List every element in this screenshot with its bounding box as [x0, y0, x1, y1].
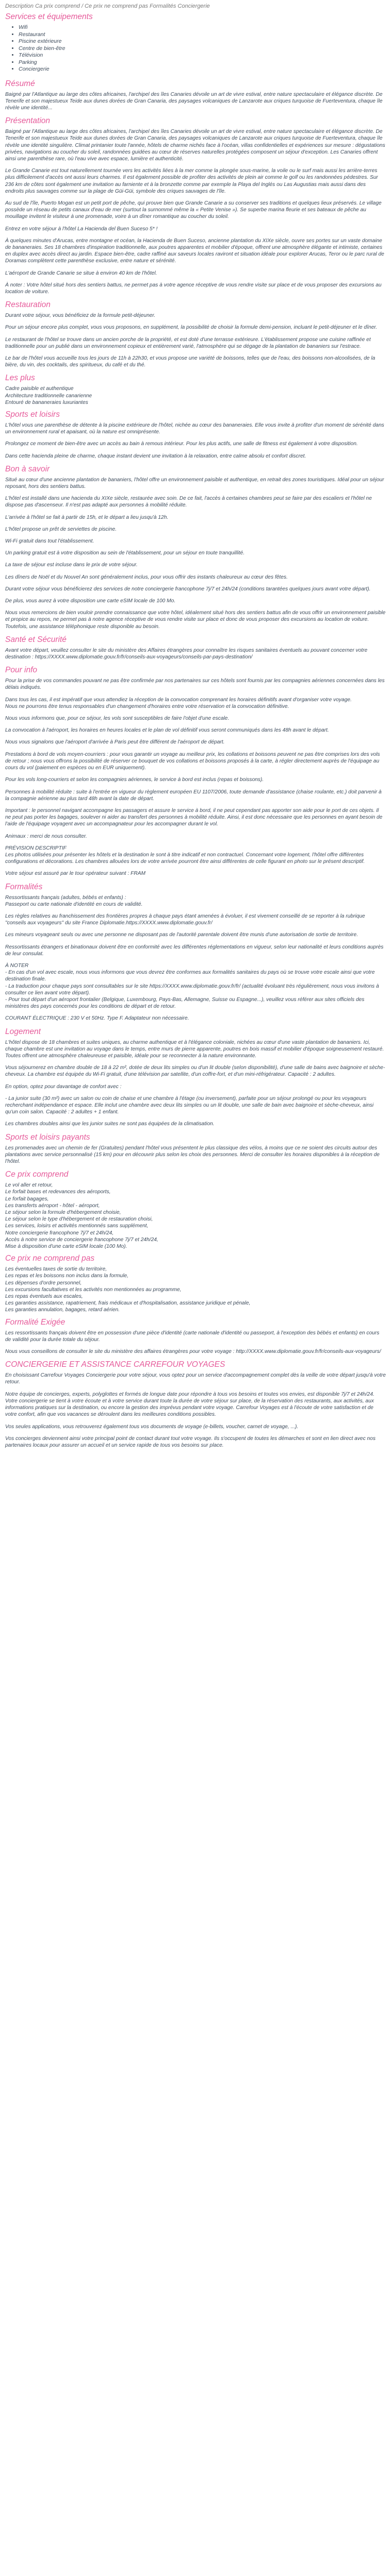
sports-title: Sports et loisirs — [5, 410, 60, 419]
formalites-paragraph: COURANT ÉLECTRIQUE : 230 V et 50Hz. Type F. Adaptateur non nécessaire. — [5, 1015, 189, 1022]
prix-ne-comprend-item: Les garanties assistance, rapatriement, frais médicaux et d'hospitalisation, assistance juridique et pénale, — [5, 1300, 251, 1307]
pour-info-paragraph: PRÉVISION DESCRIPTIF — [5, 845, 67, 851]
logement-paragraph: L'hôtel dispose de 18 chambres et suites uniques, au charme authentique et à l'élégance coloniale, nichées au cœur d'une vaste plantation de bananiers. Ici, chaque chambre est une invitation au voyage dans le temps, entre murs de pierre apparente, poutres en bois massif et mobilier d'époque soigneusement restauré. Toutes offrent une atmosphère chaleureuse et paisible, idéale pour se reconnecter à la nature environnante. — [5, 1039, 384, 1059]
bon-savoir-paragraph: Nous vous remercions de bien vouloir prendre connaissance que votre hôtel, idéalement situé hors des sentiers battus afin de vous offrir un environnement paisible et propice au repos, ne permet pas à notre agence réceptive de vous rendre visite sur place et donc de vous proposer des excursions au location de voiture. Toutefois, une assistance téléphonique reste disponible au besoin. — [5, 610, 386, 630]
service-item: • Conciergerie — [19, 66, 386, 73]
prix-comprend-item: Les transferts aéroport - hôtel - aéroport, — [5, 1202, 100, 1209]
logement-paragraph: - La junior suite (30 m²) avec un salon ou coin de chaise et une chambre à l'étage (ou inversement), parfaite pour un séjour prolongé ou pour les voyageurs recherchant indépendance et espace. Elle inclut une chambre avec deux lits simples ou un lit double, une salle de bain avec baignoire et sèche-cheveux, ainsi qu'un coin salon. Capacité : 2 adultes + 1 enfant. — [5, 1095, 374, 1115]
prix-comprend-item: Le forfait bagages, — [5, 1196, 49, 1202]
formalites-paragraph: - Pour tout départ d'un aéroport frontalier (Belgique, Luxembourg, Pays-Bas, Allemagne, Suisse ou Espagne...), veuillez vous référer aux sites officiels des ministères des pays concernés pour les conditions de départ et de retour. — [5, 996, 365, 1010]
formalites-paragraph: À NOTER — [5, 962, 29, 969]
plus-item: Entouré de bananeraies luxuriantes — [5, 399, 88, 405]
logement-paragraph: Les chambres doubles ainsi que les junior suites ne sont pas équipées de la climatisation. — [5, 1121, 215, 1127]
sante-title: Santé et Sécurité — [5, 635, 67, 644]
restauration-title: Restauration — [5, 300, 51, 310]
bon-savoir-paragraph: Wi-Fi gratuit dans tout l'établissement. — [5, 538, 94, 545]
presentation-paragraph: Baigné par l'Atlantique au large des côtes africaines, l'archipel des îles Canaries dévoile un art de vivre estival, entre nature spectaculaire et élégance discrète. De Tenerife et son majestueux Teide aux dunes dorées de Gran Canaria, des paysages volcaniques de Lanzarote aux criques turquoise de Fuerteventura, chaque île révèle une identité singulière. Climat printanier toute l'année, hôtels de charme nichés face à l'océan, villas confidentielles et expériences sur mesure : dégustations privées, navigations au coucher du soleil, randonnées guidées au cœur de réserves naturelles protégées composent un séjour d'exception. Les Canaries offrent ainsi une parenthèse rare, où l'eau vive avec espace, lumière et authenticité. — [5, 129, 385, 162]
formalite-exigee-title: Formalité Exigée — [5, 1317, 66, 1327]
pour-info-paragraph: Pour les vols long-courriers et selon les compagnies aériennes, le service à bord est inclus (repas et boissons). — [5, 777, 264, 783]
prix-comprend-item: Le séjour selon le type d'hébergement et de restauration choisi, — [5, 1216, 153, 1223]
service-item: • Parking — [19, 59, 386, 66]
bon-savoir-paragraph: L'hôtel propose un prêt de serviettes de piscine. — [5, 526, 117, 532]
prix-ne-comprend-list — [5, 1266, 386, 1313]
prix-ne-comprend-item: Les dépenses d'ordre personnel, — [5, 1280, 82, 1286]
prix-ne-comprend-item: Les garanties annulation, bagages, retard aérien. — [5, 1307, 120, 1313]
plus-item: Architecture traditionnelle canarienne — [5, 393, 92, 399]
prix-comprend-item: Le vol aller et retour, — [5, 1182, 53, 1189]
formalites-paragraph: Passeport ou carte nationale d'identité en cours de validité. — [5, 901, 143, 907]
bon-savoir-paragraph: L'arrivée à l'hôtel se fait à partir de 15h, et le départ a lieu jusqu'à 12h. — [5, 514, 169, 520]
plus-title: Les plus — [5, 374, 35, 383]
prix-ne-comprend-item: Les excursions facultatives et les activités non mentionnées au programme, — [5, 1286, 182, 1293]
pour-info-paragraph: Prestations à bord de vols moyen-courriers : pour vous garantir un voyage au meilleur prix, les collations et boissons peuvent ne pas être comprises lors des vols de retour ; nous vous offrons la possibilité de réserver ce bouquet de vos collations et boissons proposés à la carte, à régler directement auprès de l'équipage au cours du vol (paiement en espèces ou en EUR uniquement). — [5, 751, 380, 771]
prix-comprend-item: Notre conciergerie francophone 7j/7 et 24h/24, — [5, 1230, 114, 1236]
prix-ne-comprend-item: Les repas et les boissons non inclus dans la formule, — [5, 1273, 128, 1279]
restauration-paragraph: Pour un séjour encore plus complet, vous vous proposons, en supplément, la possibilité de choisir la formule demi-pension, incluant le petit-déjeuner et le dîner. — [5, 325, 378, 331]
formalites-paragraph: Ressortissants étrangers et binationaux doivent être en conformité avec les différentes réglementations en vigueur, selon leur nationalité et leurs conditions auprès de leur consulat. — [5, 944, 384, 957]
restauration-paragraph: Le bar de l'hôtel vous accueille tous les jours de 11h à 22h30, et vous propose une variété de boissons, telles que de l'eau, des boissons non-alcoolisées, de la bière, du vin, des cocktails, des spiritueux, du café et du thé. — [5, 355, 376, 368]
plus-item: Cadre paisible et authentique — [5, 386, 74, 392]
service-item: • Télévision — [19, 52, 386, 59]
bon-savoir-paragraph: Les dîners de Noël et du Nouvel An sont généralement inclus, pour vous offrir des instants chaleureux au cœur des fêtes. — [5, 574, 288, 580]
presentation-paragraph: L'aéroport de Grande Canarie se situe à environ 40 km de l'hôtel. — [5, 270, 157, 276]
formalite-exigee-paragraph: Nous vous conseillons de consulter le site du ministère des affaires étrangères pour votre voyage : http://XXXX.www.diplomatie.gouv.fr/fr/conseils-aux-voyageurs/ — [5, 1349, 381, 1355]
service-item: • Wifi — [19, 24, 386, 31]
formalites-paragraph: - En cas d'un vol avec escale, nous vous informons que vous devrez être conformes aux formalités sanitaires du pays où se trouve votre escale ainsi que votre destination finale. — [5, 970, 375, 982]
prix-comprend-list — [5, 1182, 386, 1250]
prix-comprend-title: Ce prix comprend — [5, 1170, 69, 1179]
pour-info-paragraph: Personnes à mobilité réduite : suite à l'entrée en vigueur du règlement européen EU 1107/2006, toute demande d'assistance (chaise roulante, etc.) doit parvenir à la compagnie aérienne au plus tard 48h avant la date de départ. — [5, 789, 382, 802]
presentation-paragraph: À noter : Votre hôtel situé hors des sentiers battus, ne permet pas à votre agence réceptive de vous rendre visite sur place et de vous proposer des excursions au location de voiture. — [5, 282, 382, 295]
sports-payants-title: Sports et loisirs payants — [5, 1132, 90, 1142]
sports-paragraph: L'hôtel vous une parenthèse de détente à la piscine extérieure de l'hôtel, nichée au cœur des bananeraies. Elle vous invite à profiter d'un moment de sérénité dans un environnement rural et apaisant, où la nature est omniprésente. — [5, 422, 384, 435]
sports-payants-text: Les promenades avec un chemin de fer (Gratuites) pendant l'hôtel vous présentent le plus classique des vélos, à moins que ce ne soient des circuits autour des plantations avec service personnalisé (15 km) pour en découvrir plus selon les choix des personnes. Merci de consulter les horaires disponibles à la réception de l'hôtel. — [5, 1145, 380, 1165]
bon-savoir-paragraph: Situé au cœur d'une ancienne plantation de bananiers, l'hôtel offre un environnement paisible et authentique, en retrait des zones touristiques. Idéal pour un séjour reposant, hors des sentiers battus. — [5, 477, 384, 490]
presentation-title: Présentation — [5, 116, 51, 126]
prix-ne-comprend-item: Les éventuelles taxes de sortie du territoire, — [5, 1266, 107, 1273]
pour-info-paragraph: Pour la prise de vos commandes pouvant ne pas être confirmée par nos partenaires sur ces hôtels sont fournis par les compagnies aériennes concernées dans les délais indiqués. — [5, 678, 385, 691]
formalites-paragraph: Ressortissants français (adultes, bébés et enfants) : — [5, 894, 126, 901]
formalites-paragraph: Les mineurs voyageant seuls ou avec une personne ne disposant pas de l'autorité parentale doivent être munis d'une autorisation de sortie de territoire. — [5, 932, 359, 938]
pour-info-paragraph: Nous vous informons que, pour ce séjour, les vols sont susceptibles de faire l'objet d'une escale. — [5, 716, 230, 722]
pour-info-paragraph: Dans tous les cas, il est impératif que vous attendiez la réception de la convocation comprenant les horaires définitifs avant d'organiser votre voyage. — [5, 697, 352, 703]
top-nav-note: Description Ca prix comprend / Ce prix ne comprend pas Formalités Conciergerie — [5, 3, 210, 9]
prix-comprend-item: Le séjour selon la formule d'hébergement choisie, — [5, 1210, 121, 1216]
bon-savoir-title: Bon à savoir — [5, 464, 50, 473]
conciergerie-paragraph: Vos concierges deviennent ainsi votre principal point de contact durant tout votre voyage. Ils s'occupent de toutes les démarches et sont en lien direct avec nos partenaires locaux pour assurer un accueil et un service rapide de tous vos besoins sur place. — [5, 1435, 376, 1448]
service-item: • Centre de bien-être — [19, 45, 386, 53]
presentation-paragraph: Le Grande Canarie est tout naturellement tournée vers les activités liées à la mer comme la plongée sous-marine, la voile ou le surf mais aussi les arrière-terres plus difficilement d'accès ont aussi leurs charmes. Il est également possible de profiter des activités de plein air comme le golf ou les randonnées pédestres. Sur 236 km de côtes sont également une invitation au farniente et à la bronzette comme par exemple la Playa del Inglés ou Las Augustias mais aussi dans des endroits plus sauvages comme sur la plage de Güi-Güi, symbole des criques sauvages de l'île. — [5, 168, 378, 194]
logement-paragraph: Vous séjournerez en chambre double de 18 à 22 m², dotée de deux lits simples ou d'un lit double (selon disponibilité), d'une salle de bains avec baignoire et sèche-cheveux. La chambre est équipée du Wi-Fi gratuit, d'une télévision par satellite, d'un coffre-fort, et d'un mini-réfrigérateur. Capacité : 2 adultes. — [5, 1065, 385, 1078]
logement-title: Logement — [5, 1027, 41, 1036]
formalite-exigee-paragraph: Les ressortissants français doivent être en possession d'une pièce d'identité (carte nationale d'identité ou passeport, à l'exception des bébés et enfants) en cours de validité pour la durée totale du séjour. — [5, 1330, 380, 1343]
prix-ne-comprend-title: Ce prix ne comprend pas — [5, 1254, 95, 1263]
sports-paragraph: Prolongez ce moment de bien-être avec un accès au bain à remous intérieur. Pour les plus actifs, une salle de fitness est également à votre disposition. — [5, 441, 358, 447]
restauration-paragraph: Le restaurant de l'hôtel se trouve dans un ancien porche de la propriété, et est doté d'une terrasse extérieure. L'établissement propose une cuisine raffinée et traditionnelle pour un publié dans un environnement copieux et entièrement varié, l'atmosphère qui se dégage de la plantation de bananiers sur l'estrace. — [5, 336, 371, 349]
prix-comprend-item: Accès à notre service de conciergerie francophone 7j/7 et 24h/24, — [5, 1236, 158, 1243]
conciergerie-title: CONCIERGERIE ET ASSISTANCE CARREFOUR VOYAGES — [5, 1360, 225, 1369]
presentation-paragraph: À quelques minutes d'Arucas, entre montagne et océan, la Hacienda de Buen Suceso, ancienne plantation du XIXe siècle, ouvre ses portes sur un vaste domaine de bananeraies. Ses 18 chambres d'inspiration traditionnelle, aux poutres apparentes et mobilier d'époque, offrent une atmosphère élégante et intimiste, certaines en duplex avec accès direct au jardin. Espace bien-être, cadre raffiné aux saveurs locales raviront et situation idéale pour explorer Arucas, Teror ou le parc rural de Doramas complètent cette parenthèse exclusive, entre nature et sérénité. — [5, 238, 384, 264]
resume-text: Baigné par l'Atlantique au large des côtes africaines, l'archipel des îles Canaries dévoile un art de vivre estival, entre nature spectaculaire et élégance discrète. De Tenerife et son majestueux Teide aux dunes dorées de Gran Canaria, des paysages volcaniques de Lanzarote aux criques turquoise de Fuerteventura, chaque île révèle une identité... — [5, 91, 383, 111]
pour-info-paragraph: Les photos utilisées pour présenter les hôtels et la destination le sont à titre indicatif et non contractuel. Concernant votre logement, l'hôtel offre différentes configurations et décorations. Les chambres allouées lors de votre arrivée pourront être ainsi différentes de celle figurant en photo sur le présent descriptif. — [5, 852, 365, 865]
service-item: • Restaurant — [19, 31, 386, 39]
resume-title: Résumé — [5, 79, 35, 88]
sports-paragraph: Dans cette hacienda pleine de charme, chaque instant devient une invitation à la relaxation, entre calme absolu et confort discret. — [5, 453, 306, 459]
restauration-paragraph: Durant votre séjour, vous bénéficiez de la formule petit-déjeuner. — [5, 313, 156, 319]
plus-list — [5, 385, 386, 406]
prix-comprend-item: Mise à disposition d'une carte eSIM locale (100 Mo). — [5, 1244, 127, 1250]
presentation-paragraph: Au sud de l'île, Puerto Mogan est un petit port de pêche, qui prouve bien que Grande Canarie a su conserver ses traditions et quelques lieux préservés. Le village possède un réseau de petits canaux d'eau de mer (surtout la surnommé même la « Petite Venise »). Se superbe marina fleurie et ses bateaux de pêche au mouillage invitent le visiteur à une promenade, voire à un dîner romantique au coucher du soleil. — [5, 200, 382, 220]
service-item: • Piscine extérieure — [19, 38, 386, 45]
pour-info-paragraph: Animaux : merci de nous consulter. — [5, 833, 87, 839]
formalites-paragraph: Les règles relatives au franchissement des frontières propres à chaque pays étant amenées à évoluer, il est vivement conseillé de se reporter à la rubrique "conseils aux voyageurs" du site France Diplomatie.https://XXXX.www.diplomatie.gouv.fr/ — [5, 913, 365, 926]
conciergerie-paragraph: Vos seules applications, vous retrouverez également tous vos documents de voyage (e-billets, voucher, carnet de voyage, ...). — [5, 1423, 299, 1430]
pour-info-paragraph: La convocation à l'aéroport, les horaires en heures locales et le plan de vol définitif vous seront communiqués dans les 48h avant le départ. — [5, 727, 329, 734]
sante-text: Avant votre départ, veuillez consulter le site du ministère des Affaires étrangères pour connaître les risques sanitaires éventuels au pouvant concerner votre destination : https://XXXX.www.diplomatie.gouv.fr/fr/conseils-aux-voyageurs/conseils-par-pays-destination/ — [5, 647, 368, 660]
bon-savoir-paragraph: De plus, vous aurez à votre disposition une carte eSIM locale de 100 Mo. — [5, 598, 176, 604]
bon-savoir-paragraph: Durant votre séjour vous bénéficierez des services de notre conciergerie francophone 7j/7 et 24h/24 (conditions tarantées quelques jours avant votre départ). — [5, 586, 371, 592]
pour-info-paragraph: Nous vous signalons que l'aéroport d'arrivée à Paris peut être différent de l'aéroport de départ. — [5, 739, 225, 745]
prix-comprend-item: Les services, loisirs et activités mentionnés sans supplément, — [5, 1223, 149, 1229]
pour-info-title: Pour info — [5, 666, 38, 675]
services-title: Services et équipements — [5, 12, 93, 21]
logement-paragraph: En option, optez pour davantage de confort avec : — [5, 1083, 122, 1090]
formalites-paragraph: - La traduction pour chaque pays sont consultables sur le site https://XXXX.www.diplomatie.gouv.fr/fr/ (actualité évoluant très régulièrement, nous vous invitons à consulter ce lien avant votre départ). — [5, 983, 379, 996]
conciergerie-paragraph: Notre équipe de concierges, experts, polyglottes et formés de longue date pour répondre à tous vos besoins et toutes vos envies, est disponible 7j/7 et 24h/24. Votre conciergerie se tient à votre écoute et à votre service durant toute la durée de votre séjour sur place, de la réservation des restaurants, aux activités, aux informations pratiques sur la destination, ou encore la gestion des imprévus pendant votre voyage. Carrefour Voyages est à l'écoute de votre satisfaction et de votre confort, afin que vos vacances se déroulent dans les meilleures conditions possibles. — [5, 1391, 374, 1418]
formalites-title: Formalités — [5, 882, 43, 891]
services-list — [5, 24, 386, 73]
bon-savoir-paragraph: L'hôtel est installé dans une hacienda du XIXe siècle, restaurée avec soin. De ce fait, l'accès à certaines chambres peut se faire par des escaliers et l'hôtel ne dispose pas d'ascenseur. Il n'est pas adapté aux personnes à mobilité réduite. — [5, 496, 372, 509]
pour-info-paragraph: Nous ne pourrons être tenus responsables d'un changement d'horaires entre votre réservation et la convocation définitive. — [5, 703, 289, 709]
pour-info-paragraph: Votre séjour est assuré par le tour opérateur suivant : FRAM — [5, 871, 145, 877]
pour-info-paragraph: Important : le personnel navigant accompagne les passagers et assure le service à bord, il ne peut cependant pas apporter son aide pour le port de ces objets. Il ne peut pas porter les bagages, soulever ni aider au transfert des personnes à mobilité réduite. Ainsi, il est donc nécessaire que les personnes en ayant besoin de l'aide de l'équipage voyagent avec un accompagnateur pour les accompagner durant le vol. — [5, 807, 383, 827]
prix-ne-comprend-item: Les repas éventuels aux escales, — [5, 1294, 83, 1300]
conciergerie-paragraph: En choisissant Carrefour Voyages Conciergerie pour votre séjour, vous optez pour un service d'accompagnement complet dès la veille de votre départ jusqu'à votre retour. — [5, 1372, 386, 1385]
bon-savoir-paragraph: La taxe de séjour est incluse dans le prix de votre séjour. — [5, 562, 138, 568]
bon-savoir-paragraph: Un parking gratuit est à votre disposition au sein de l'établissement, pour un séjour en toute tranquillité. — [5, 550, 245, 556]
presentation-paragraph: Entrez en votre séjour à l'hôtel La Hacienda del Buen Suceso 5* ! — [5, 226, 158, 232]
prix-comprend-item: Le forfait bases et redevances des aéroports, — [5, 1189, 111, 1195]
